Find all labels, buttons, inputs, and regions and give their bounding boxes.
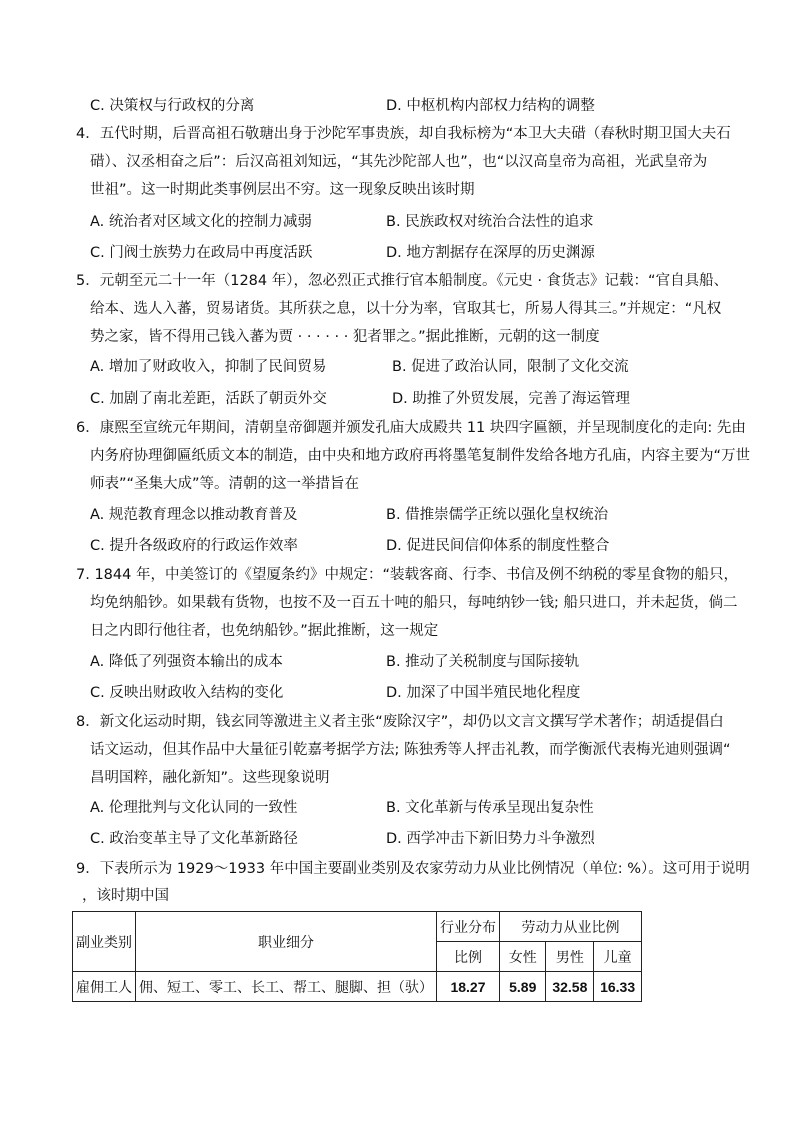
q8-stem-line-1: 8．新文化运动时期，钱玄同等激进主义者主张“废除汉字”，却仍以文言文撰写学术著作；胡适提倡白	[76, 714, 724, 730]
q8-option-c: C. 政治变革主导了文化革新路径	[90, 831, 298, 847]
q6-option-c: C. 提升各级政府的行政运作效率	[90, 538, 298, 554]
q8-option-b: B. 文化革新与传承呈现出复杂性	[386, 800, 594, 816]
cell-category: 雇佣工人	[73, 972, 136, 1002]
cell-female: 5.89	[500, 972, 546, 1002]
cell-share: 18.27	[437, 972, 500, 1002]
th-share-line-1: 行业分布	[437, 912, 500, 942]
q4-option-c: C. 门阀士族势力在政局中再度活跃	[90, 245, 313, 261]
q3-option-c: C. 决策权与行政权的分离	[90, 98, 255, 114]
q7-option-a: A. 降低了列强资本输出的成本	[90, 654, 283, 670]
th-male: 男性	[546, 942, 594, 972]
q5-option-b: B. 促进了政治认同，限制了文化交流	[392, 359, 629, 375]
table-row	[73, 972, 642, 1002]
q9-stem-line-1: 9．下表所示为 1929～1933 年中国主要副业类别及农家劳动力从业比例情况（单位: %）。这可用于说明	[76, 861, 750, 877]
q6-stem-line-3: 师表”“圣集大成”等。清朝的这一举措旨在	[90, 476, 360, 492]
cell-detail: 佣、短工、零工、长工、帮工、腿脚、担（驮）	[136, 972, 437, 1002]
q4-stem-line-2: 碏）、汉丞相奋之后”：后汉高祖刘知远，“其先沙陀部人也”，也“以汉高皇帝为高祖，光武皇帝为	[90, 154, 708, 170]
th-labor: 劳动力从业比例	[500, 912, 642, 942]
q5-option-c: C. 加剧了南北差距，活跃了朝贡外交	[90, 391, 327, 407]
q7-option-c: C. 反映出财政收入结构的变化	[90, 685, 284, 701]
q4-option-b: B. 民族政权对统治合法性的追求	[386, 214, 594, 230]
q5-stem-line-1: 5．元朝至元二十一年（1284 年），忽必烈正式推行官本船制度。《元史 · 食货志》记载：“官自具船、	[76, 273, 729, 289]
q7-option-d: D. 加深了中国半殖民地化程度	[386, 685, 581, 701]
q4-stem-line-1: 4．五代时期，后晋高祖石敬瑭出身于沙陀军事贵族，却自我标榜为“本卫大夫碏（春秋时期卫国大夫石	[76, 126, 731, 142]
q7-stem-line-1: 7. 1844 年，中美签订的《望厦条约》中规定：“装载客商、行李、书信及例不纳税的零星食物的船只，	[76, 567, 738, 583]
cell-child: 16.33	[594, 972, 642, 1002]
th-category: 副业类别	[73, 912, 136, 972]
q4-option-d: D. 地方割据存在深厚的历史渊源	[386, 245, 595, 261]
q8-stem-line-3: 昌明国粹，融化新知”。这些现象说明	[90, 770, 330, 786]
q6-option-a: A. 规范教育理念以推动教育普及	[90, 507, 298, 523]
th-female: 女性	[500, 942, 546, 972]
th-child: 儿童	[594, 942, 642, 972]
q6-option-d: D. 促进民间信仰体系的制度性整合	[386, 538, 610, 554]
cell-male: 32.58	[546, 972, 594, 1002]
q6-stem-line-1: 6．康熙至宣统元年期间，清朝皇帝御题并颁发孔庙大成殿共 11 块四字匾额，并呈现制度化的走向: 先由	[76, 420, 746, 436]
q7-stem-line-3: 日之内即行他往者，也免纳船钞。”据此推断，这一规定	[90, 623, 439, 639]
q4-stem-line-3: 世祖”。这一时期此类事例层出不穷。这一现象反映出该时期	[90, 182, 475, 198]
q5-option-d: D. 助推了外贸发展，完善了海运管理	[392, 391, 630, 407]
th-share-line-2: 比例	[437, 942, 500, 972]
q5-option-a: A. 增加了财政收入，抑制了民间贸易	[90, 359, 327, 375]
q8-option-a: A. 伦理批判与文化认同的一致性	[90, 800, 298, 816]
q9-stem-line-2: ，该时期中国	[82, 888, 169, 904]
q5-stem-line-2: 给本、选人入蕃，贸易诸货。其所获之息，以十分为率，官取其七，所易人得其三。”并规定：“凡权	[90, 301, 722, 317]
q6-stem-line-2: 内务府协理御匾纸质文本的制造，由中央和地方政府再将墨笔复制件发给各地方孔庙，内容主要为“万世	[90, 448, 751, 464]
q3-option-d: D. 中枢机构内部权力结构的调整	[386, 98, 595, 114]
q7-stem-line-2: 均免纳船钞。如果载有货物，也按不及一百五十吨的船只，每吨纳钞一钱; 船只进口，并未起货，倘二	[90, 595, 738, 611]
q8-stem-line-2: 话文运动，但其作品中大量征引乾嘉考据学方法; 陈独秀等人抨击礼教，而学衡派代表梅光迪则强调“	[90, 742, 731, 758]
q5-stem-line-3: 势之家，皆不得用己钱入蕃为贾 · · · · · · 犯者罪之。”据此推断，元朝的这一制度	[90, 329, 600, 345]
q7-option-b: B. 推动了关税制度与国际接轨	[386, 654, 580, 670]
th-detail: 职业细分	[136, 912, 437, 972]
q8-option-d: D. 西学冲击下新旧势力斗争激烈	[386, 831, 595, 847]
q6-option-b: B. 借推崇儒学正统以强化皇权统治	[386, 507, 609, 523]
q4-option-a: A. 统治者对区域文化的控制力减弱	[90, 214, 312, 230]
q9-data-table	[72, 911, 642, 1002]
